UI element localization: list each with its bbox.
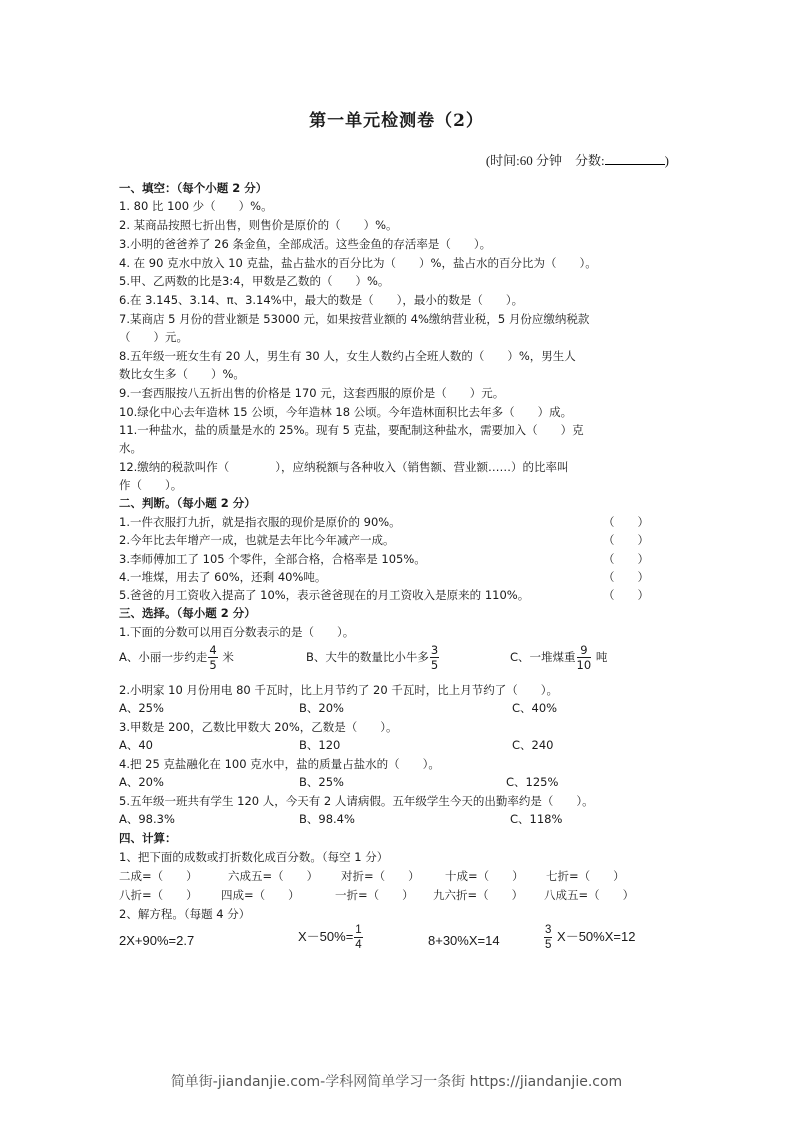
choice-option-b: B、20% <box>299 701 344 715</box>
fill-item: 8.五年级一班女生有 20 人，男生有 30 人，女生人数约占全班人数的（ ）%，男生人 <box>119 349 576 363</box>
judge-blank: （ ） <box>603 533 649 547</box>
fill-item-cont: 水。 <box>119 441 142 455</box>
judge-item: 3.李师傅加工了 105 个零件，全部合格，合格率是 105%。 <box>119 552 426 566</box>
fraction: $\frac{4}{5}$ <box>209 643 217 672</box>
section1-heading: 一、填空：（每个小题 2 分） <box>119 181 268 195</box>
choice-option-a: A、小丽一步约走 $\frac{4}{5}$ 米 <box>119 643 234 672</box>
conversion-item: 七折=（ ） <box>546 869 625 883</box>
choice-stem: 5.五年级一班共有学生 120 人，今天有 2 人请病假。五年级学生今天的出勤率约是（ ）。 <box>119 794 594 808</box>
fill-item: 1. 80 比 100 少（ ）%。 <box>119 199 273 213</box>
choice-option-b: B、120 <box>299 738 341 752</box>
choice-option-a: A、25% <box>119 701 164 715</box>
choice-option-c: C、40% <box>512 701 558 715</box>
choice-option-c: C、118% <box>510 812 563 826</box>
fill-item: 12.缴纳的税款叫作（ ），应纳税额与各种收入（销售额、营业额……）的比率叫 <box>119 460 569 474</box>
part1-heading: 1、把下面的成数或打折数化成百分数。（每空 1 分） <box>119 850 389 864</box>
equation-2: X－50%= $\frac{1}{4}$ <box>298 924 362 951</box>
judge-blank: （ ） <box>603 570 649 584</box>
judge-item: 1.一件衣服打九折，就是指衣服的现价是原价的 90%。 <box>119 515 401 529</box>
choice-option-c: C、125% <box>506 775 559 789</box>
conversion-item: 二成=（ ） <box>119 869 198 883</box>
part2-heading: 2、解方程。（每题 4 分） <box>119 907 251 921</box>
conversion-item: 六成五=（ ） <box>228 869 319 883</box>
choice-option-a: A、98.3% <box>119 812 175 826</box>
judge-blank: （ ） <box>603 552 649 566</box>
section2-heading: 二、判断。（每小题 2 分） <box>119 496 256 510</box>
fill-item-cont: 作（ ）。 <box>119 478 183 492</box>
choice-option-b: B、大牛的数量比小牛多 $\frac{3}{5}$ <box>306 643 439 672</box>
choice-option-a: A、40 <box>119 738 154 752</box>
fill-item: 6.在 3.145、3.14、π、3.14%中，最大的数是（ ），最小的数是（ ）。 <box>119 293 524 307</box>
conversion-item: 十成=（ ） <box>445 869 524 883</box>
fill-item: 9.一套西服按八五折出售的价格是 170 元，这套西服的原价是（ ）元。 <box>119 386 505 400</box>
footer-watermark: 简单街-jiandanjie.com-学科网简单学习一条街 https://jiandanjie.com <box>170 1074 623 1090</box>
time-label: (时间:60 分钟 <box>485 153 563 168</box>
fraction: $\frac{3}{5}$ <box>430 643 439 672</box>
choice-option-b: B、25% <box>299 775 344 789</box>
fill-item: 2. 某商品按照七折出售，则售价是原价的（ ）%。 <box>119 218 398 232</box>
choice-stem: 1.下面的分数可以用百分数表示的是（ ）。 <box>119 625 355 639</box>
fraction: $\frac{9}{10}$ <box>576 643 592 672</box>
judge-item: 2.今年比去年增产一成，也就是去年比今年减产一成。 <box>119 533 395 547</box>
fill-item: 10.绿化中心去年造林 15 公顷，今年造林 18 公顷。今年造林面积比去年多（ ）成。 <box>119 405 573 419</box>
fill-item: 5.甲、乙两数的比是3:4，甲数是乙数的（ ）%。 <box>119 274 390 288</box>
page-title: 第一单元检测卷（2） <box>309 111 484 131</box>
equation-3: 8+30%X=14 <box>428 933 500 948</box>
conversion-item: 一折=（ ） <box>335 888 414 902</box>
fill-item-cont: （ ）元。 <box>119 330 188 344</box>
fill-item: 7.某商店 5 月份的营业额是 53000 元，如果按营业额的 4%缴纳营业税，5 月份应缴纳税款 <box>119 312 590 326</box>
choice-stem: 2.小明家 10 月份用电 80 千瓦时，比上月节约了 20 千瓦时，比上月节约了（ ）。 <box>119 683 559 697</box>
choice-stem: 4.把 25 克盐融化在 100 克水中，盐的质量占盐水的（ ）。 <box>119 757 440 771</box>
choice-option-c: C、一堆煤重 $\frac{9}{10}$ 吨 <box>510 643 608 672</box>
choice-option-c: C、240 <box>512 738 554 752</box>
fraction: $\frac{1}{4}$ <box>355 924 362 951</box>
fill-item: 11.一种盐水，盐的质量是水的 25%。现有 5 克盐，要配制这种盐水，需要加入（ ）克 <box>119 423 584 437</box>
fill-item: 3.小明的爸爸养了 26 条金鱼，全部成活。这些金鱼的存活率是（ ）。 <box>119 237 492 251</box>
choice-stem: 3.甲数是 200，乙数比甲数大 20%，乙数是（ ）。 <box>119 720 398 734</box>
score-label: 分数: <box>575 153 605 168</box>
fill-item-cont: 数比女生多（ ）%。 <box>119 367 245 381</box>
conversion-item: 九六折=（ ） <box>433 888 524 902</box>
section3-heading: 三、选择。（每小题 2 分） <box>119 606 256 620</box>
equation-4: $\frac{3}{5}$ X－50%X=12 <box>545 924 636 951</box>
judge-item: 4.一堆煤，用去了 60%，还剩 40%吨。 <box>119 570 327 584</box>
fraction: $\frac{3}{5}$ <box>545 924 552 951</box>
conversion-item: 对折=（ ） <box>341 869 420 883</box>
judge-item: 5.爸爸的月工资收入提高了 10%，表示爸爸现在的月工资收入是原来的 110%。 <box>119 588 530 602</box>
judge-blank: （ ） <box>603 515 649 529</box>
choice-option-b: B、98.4% <box>299 812 355 826</box>
conversion-item: 八成五=（ ） <box>544 888 635 902</box>
judge-blank: （ ） <box>603 588 649 602</box>
conversion-item: 八折=（ ） <box>119 888 198 902</box>
exam-meta: (时间:60 分钟 分数: ) <box>485 153 669 168</box>
score-blank <box>605 152 665 165</box>
section4-heading: 四、计算： <box>119 831 177 845</box>
conversion-item: 四成=（ ） <box>221 888 300 902</box>
equation-1: 2X+90%=2.7 <box>119 933 195 948</box>
choice-option-a: A、20% <box>119 775 164 789</box>
fill-item: 4. 在 90 克水中放入 10 克盐，盐占盐水的百分比为（ ）%，盐占水的百分比为（ ）。 <box>119 256 597 270</box>
